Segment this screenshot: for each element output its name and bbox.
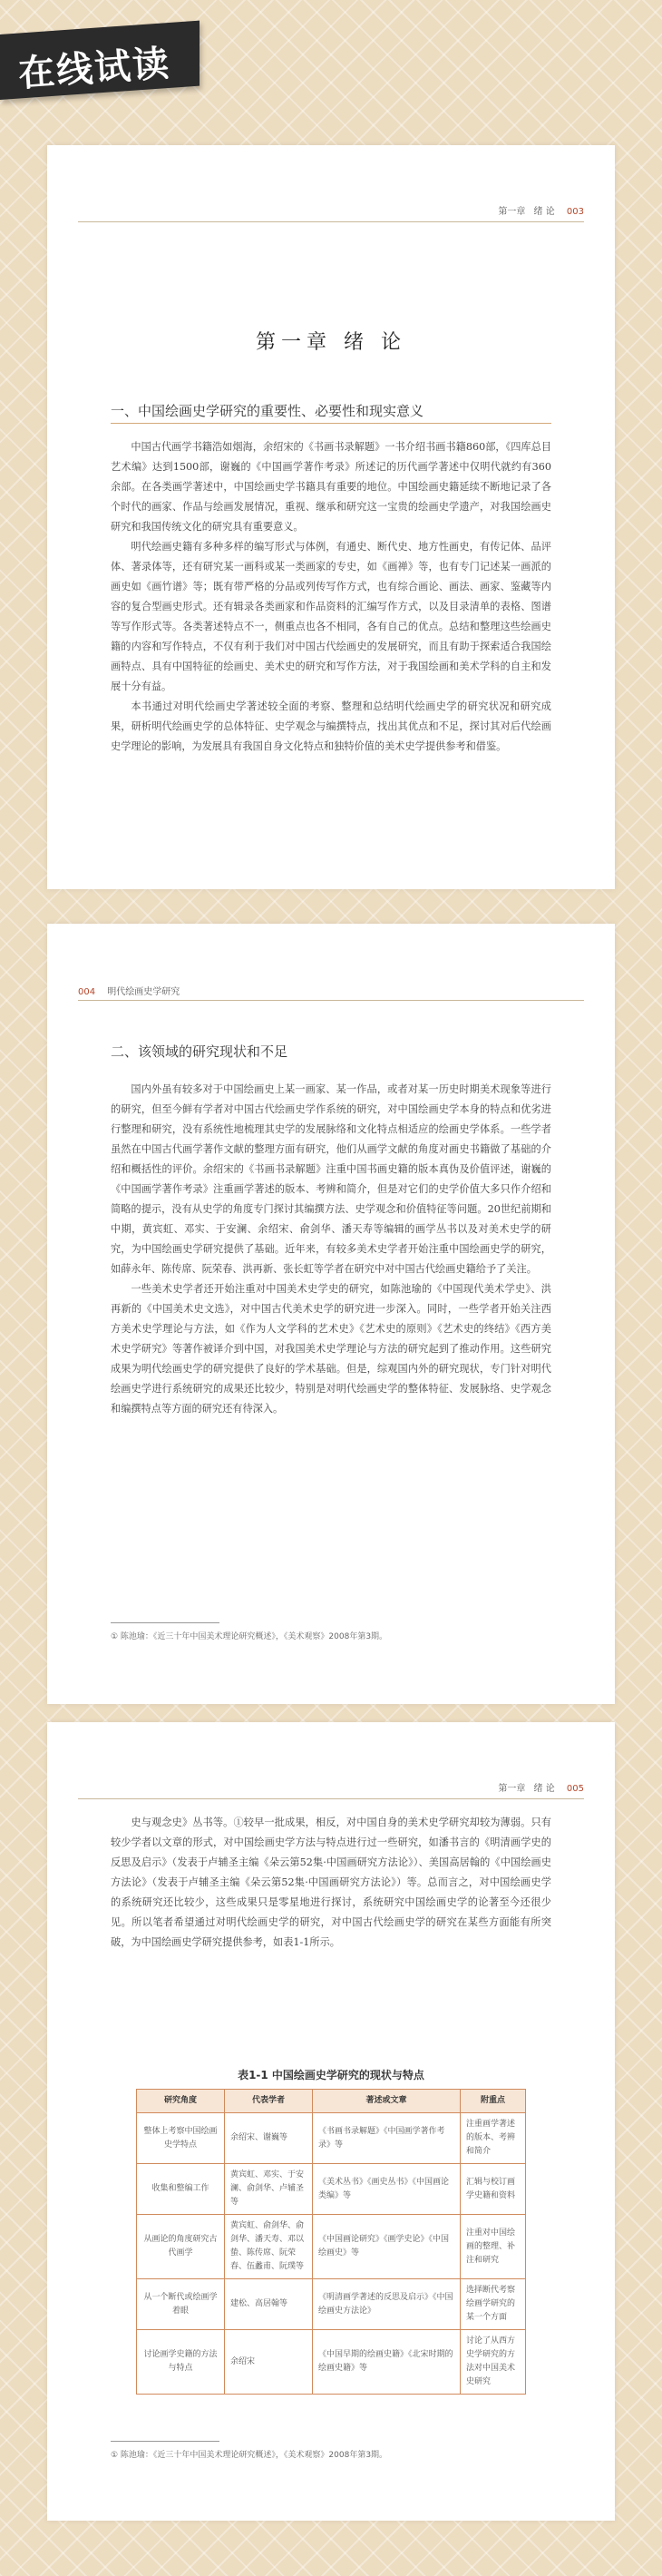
running-head: 004 明代绘画史学研究	[78, 987, 180, 997]
book-page-2	[47, 924, 615, 1704]
paragraph: 国内外虽有较多对于中国绘画史上某一画家、某一作品，或者对某一历史时期美术现象等进行的研究，但至今鲜有学者对中国古代绘画史学作系统的研究，对中国绘画史学本身的特点和优劣进行整理和研究，没有系统性地梳理其史学的发展脉络和文化特点相适应的绘画史学体系。一些学者虽然在中国古代画学著作文献的整理方面有研究，他们从画学文献的角度对画史书籍做了基础的介绍和概括性的评价。余绍宋的《书画书录解题》注重中国书画史籍的版本真伪及价值评述，谢巍的《中国画学著作考录》注重画学著述的版本、考辨和简介，但是对它们的史学价值大多只作介绍和简略的提示，没有从史学的角度专门探讨其编撰方法、史学观念和价值特征等问题。20世纪前期和中期，黄宾虹、邓实、于安澜、余绍宋、俞剑华、潘天寿等编辑的画学丛书以及对美术史学的研究，为中国绘画史学研究提供了基础。近年来，有较多美术史学者开始注重中国绘画史学的研究，如薛永年、陈传席、阮荣春、洪再新、张长虹等学者在研究中对中国古代绘画史籍给予了关注。	[111, 1083, 551, 1275]
chapter-title: 第一章 绪 论	[256, 331, 406, 354]
header-rule	[78, 1000, 584, 1001]
table-cell: 整体上考察中国绘画史学特点	[137, 2113, 225, 2164]
table-cell: 余绍宋	[225, 2330, 313, 2395]
table-cell: 从一个断代或绘画学着眼	[137, 2279, 225, 2330]
column-header: 附重点	[461, 2090, 526, 2113]
table-cell: 注重对中国绘画的整理、补注和研究	[461, 2215, 526, 2279]
section-title: 一、中国绘画史学研究的重要性、必要性和现实意义	[111, 403, 424, 419]
paragraph: 史与观念史》丛书等。①较早一批成果，相反，对中国自身的美术史学研究却较为薄弱。只有较少学者以文章的形式，对中国绘画史学方法与特点进行过一些研究，如潘书言的《明清画学史的反思及启示》（发表于卢辅圣主编《朵云第52集·中国画研究方法论》）、美国高居翰的《中国绘画史方法论》（发表于卢辅圣主编《朵云第52集·中国画研究方法论》）等。总而言之，对中国绘画史学的系统研究还比较少，这些成果只是零星地进行探讨，系统研究中国绘画史学的论著至今还很少见。所以笔者希望通过对明代绘画史学的研究，对中国古代绘画史学的研究在某些方面能有所突破，为中国绘画史学研究提供参考，如表1-1所示。	[111, 1817, 551, 1948]
table-cell: 收集和整编工作	[137, 2164, 225, 2215]
table-header-row	[137, 2090, 526, 2113]
table-cell: 讨论画学史籍的方法与特点	[137, 2330, 225, 2395]
running-head: 第一章 绪 论 005	[498, 1784, 584, 1794]
section-title: 二、该领域的研究现状和不足	[111, 1043, 288, 1060]
book-page-3	[47, 1722, 615, 2521]
header-rule	[78, 1798, 584, 1799]
table-row	[137, 2113, 526, 2164]
footnote-rule	[111, 1622, 219, 1623]
running-head: 第一章 绪 论 003	[498, 207, 584, 217]
paragraph: 本书通过对明代绘画史学著述较全面的考察、整理和总结明代绘画史学的研究状况和研究成果，研析明代绘画史学的总体特征、史学观念与编撰特点，找出其优点和不足，探讨其对后代绘画史学理论的影响，为发展具有我国自身文化特点和独特价值的美术史学提供参考和借鉴。	[111, 700, 551, 752]
header-rule	[78, 221, 584, 222]
column-header: 代表学者	[225, 2090, 313, 2113]
table-cell: 从画论的角度研究古代画学	[137, 2215, 225, 2279]
body-text	[111, 1813, 551, 1953]
table-cell: 《书画书录解题》《中国画学著作考录》等	[313, 2113, 461, 2164]
table-row	[137, 2164, 526, 2215]
paragraph: 明代绘画史籍有多种多样的编写形式与体例，有通史、断代史、地方性画史，有传记体、品评体、著录体等，还有研究某一画科或某一类画家的专史，如《画禅》等，也有专门记述某一画派的画史如《画竹谱》等；既有带严格的分品或列传写作方式，也有综合画论、画法、画家、鉴藏等内容的复合型画史形式。还有辑录各类画家和作品资料的汇编写作方式，以及目录清单的表格、图谱等写作形式等。各类著述特点不一，侧重点也各不相同，各有自己的优点。总结和整理这些绘画史籍的内容和写作特点，不仅有利于我们对中国古代绘画史的发展研究，而且有助于探索适合我国绘画特点、具有中国特征的绘画史、美术史的研究和写作方法，对于我国绘画和美术学科的自主和发展十分有益。	[111, 541, 551, 692]
table-cell: 黄宾虹、俞剑华、俞剑华、潘天寿、邓以蛰、陈传席、阮荣春、伍蠡甫、阮璞等	[225, 2215, 313, 2279]
body-text	[111, 1080, 551, 1419]
book-page-1	[47, 145, 615, 889]
page-number: 005	[566, 1784, 584, 1794]
body-text	[111, 437, 551, 757]
table-cell: 《中国早期的绘画史籍》《北宋时期的绘画史籍》等	[313, 2330, 461, 2395]
paragraph: 一些美术史学者还开始注重对中国美术史学史的研究，如陈池瑜的《中国现代美术学史》、洪再新的《中国美术史文选》，对中国古代美术史学的研究进一步深入。同时，一些学者开始关注西方美术史学理论与方法，如《作为人文学科的艺术史》《艺术史的原则》《艺术史的终结》《西方美术史学研究》等著作被译介到中国，对我国美术史学理论与方法的研究起到了推动作用。这些研究成果为明代绘画史学的研究提供了良好的学术基础。但是，综观国内外的研究现状，专门针对明代绘画史学进行系统研究的成果还比较少，特别是对明代绘画史学的整体特征、发展脉络、史学观念和编撰特点等方面的研究还有待深入。	[111, 1283, 551, 1415]
column-header: 著述或文章	[313, 2090, 461, 2113]
table-row	[137, 2330, 526, 2395]
table-cell: 黄宾虹、邓实、于安澜、俞剑华、卢辅圣等	[225, 2164, 313, 2215]
table-cell: 讨论了从西方史学研究的方法对中国美术史研究	[461, 2330, 526, 2395]
table-cell: 选择断代考察绘画学研究的某一个方面	[461, 2279, 526, 2330]
table-cell: 余绍宋、谢巍等	[225, 2113, 313, 2164]
table-row	[137, 2215, 526, 2279]
table-cell: 《明清画学著述的反思及启示》《中国绘画史方法论》	[313, 2279, 461, 2330]
table-row	[137, 2279, 526, 2330]
table-cell: 建松、高居翰等	[225, 2279, 313, 2330]
paragraph: 中国古代画学书籍浩如烟海，余绍宋的《书画书录解题》一书介绍书画书籍860部，《四库总目艺术编》达到1500部，谢巍的《中国画学著作考录》所述记的历代画学著述中仅明代就约有360余部。在各类画学著述中，中国绘画史学书籍具有重要的地位。中国绘画史籍延续不断地记录了各个时代的画家、作品与绘画发展情况，重视、继承和研究这一宝贵的绘画史学遗产，对我国绘画史研究和我国传统文化的研究具有重要意义。	[111, 441, 551, 533]
table-cell: 注重画学著述的版本、考辨和简介	[461, 2113, 526, 2164]
page-number: 004	[78, 987, 96, 997]
section-rule	[111, 423, 551, 424]
table-cell: 《中国画论研究》《画学史论》《中国绘画史》等	[313, 2215, 461, 2279]
table-caption: 表1-1 中国绘画史学研究的现状与特点	[238, 2069, 424, 2081]
column-header: 研究角度	[137, 2090, 225, 2113]
footnote: ① 陈池瑜：《近三十年中国美术理论研究概述》，《美术观察》2008年第3期。	[111, 2451, 388, 2460]
research-status-table	[136, 2089, 526, 2395]
table-cell: 汇辑与校订画学史籍和资料	[461, 2164, 526, 2215]
page-number: 003	[566, 207, 584, 217]
footnote-rule	[111, 2441, 219, 2442]
trial-read-label: 在线试读	[16, 43, 172, 95]
footnote: ① 陈池瑜：《近三十年中国美术理论研究概述》，《美术观察》2008年第3期。	[111, 1632, 388, 1641]
table-cell: 《美术丛书》《画史丛书》《中国画论类编》等	[313, 2164, 461, 2215]
